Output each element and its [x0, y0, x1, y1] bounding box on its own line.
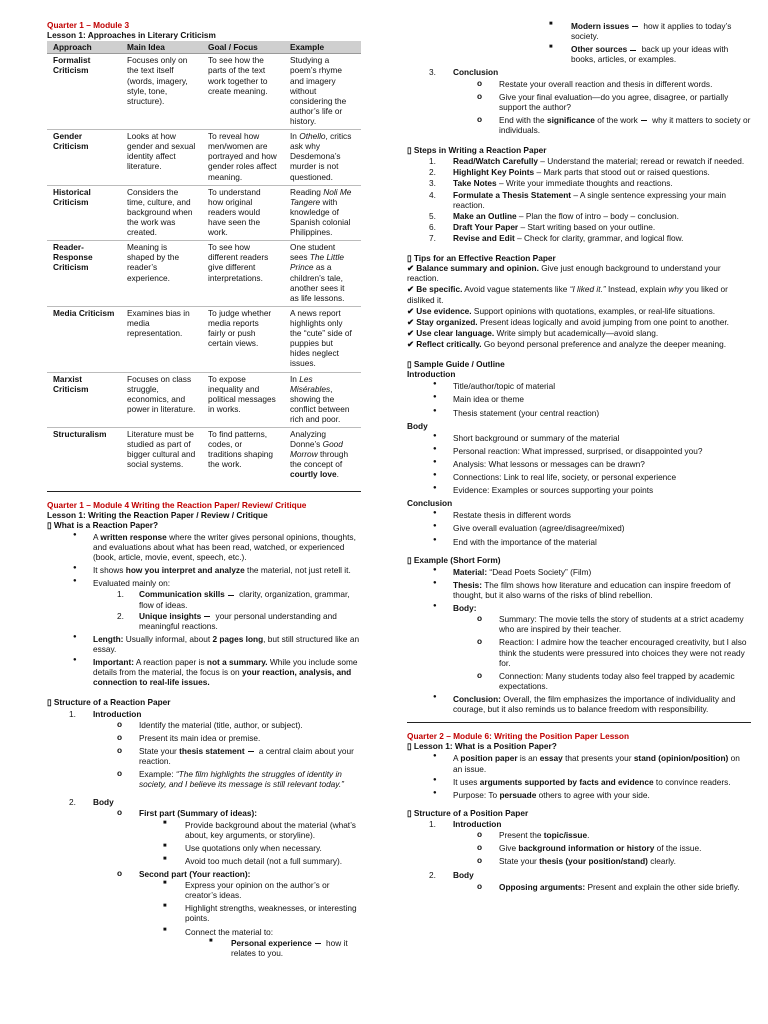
table-row [47, 54, 361, 130]
list-item: o Restate your overall reaction and thesis in different words. [407, 79, 751, 89]
list-item: ● Main idea or theme [407, 394, 751, 404]
module3-header: Quarter 1 – Module 3 [47, 20, 130, 30]
list-item: o Example: “The film highlights the struggles of identity in society, and I believe its message is still relevant today.” [47, 769, 361, 789]
list-item: ● Length: Usually informal, about 2 pages long, but still structured like an essay. [47, 634, 361, 654]
cell-approach: Reader-Response Criticism [47, 241, 121, 307]
list-item: 3. Conclusion o Restate your overall reaction and thesis in different words. o Give your final evaluation—do you agree, disagree, or partially support the author? o End with the significance of the work why it matters to society or individuals. [407, 67, 751, 135]
cell-main-idea: Focuses on class struggle, economics, and power in literature. [121, 372, 202, 428]
reaction-definition-list [47, 532, 361, 688]
table-row [47, 372, 361, 428]
list-item: ● Connections: Link to real life, society, or personal experience [407, 472, 751, 482]
list-item: ● Conclusion: Overall, the film emphasizes the importance of individuality and courage, but it also reminds us to balance freedom with responsibility. [407, 694, 751, 714]
col-main-idea: Main Idea [121, 41, 202, 54]
list-item: o State your thesis (your position/stand) clearly. [407, 856, 751, 866]
connect-list-continued [387, 21, 751, 64]
list-item: ● Material: “Dead Poets Society” (Film) [407, 567, 751, 577]
tip-item: ✔ Reflect critically. Go beyond personal preference and analyze the deeper meaning. [407, 338, 727, 349]
q2-module6-header: Quarter 2 – Module 6: Writing the Position Paper Lesson [407, 731, 630, 742]
tip-item: ✔ Be specific. Avoid vague statements like “I liked it.” Instead, explain why you liked or disliked it. [407, 284, 728, 305]
tip-item: ✔ Use clear language. Write simply but academically—avoid slang. [407, 327, 659, 338]
structure-list [47, 709, 361, 958]
criticism-table [47, 41, 361, 482]
guide-intro-list [407, 381, 751, 417]
list-item: 6. Draft Your Paper – Start writing based on your outline. [429, 221, 656, 232]
conclusion-list [407, 67, 751, 135]
list-item: ● Evaluated mainly on: 1. Communication skills clarity, organization, grammar, flow of ideas. 2. Unique insights your personal understanding and meaningful reactions. [47, 578, 361, 631]
list-item: ■ Express your opinion on the author’s or creator’s ideas. [47, 880, 361, 900]
list-item: ● Thesis: The film shows how literature and education can inspire freedom of thought, but it also warns of the risks of blind rebellion. [407, 580, 751, 600]
q2-lesson-title: ▯ Lesson 1: What is a Position Paper? [407, 741, 557, 752]
list-item: 1. Read/Watch Carefully – Understand the material; reread or rewatch if needed. [429, 156, 745, 167]
list-item: o Present the topic/issue. [407, 830, 751, 840]
list-item: ● Thesis statement (your central reaction) [407, 408, 751, 418]
cell-main-idea: Looks at how gender and sexual identity affect literature. [121, 130, 202, 186]
list-item: ■ Avoid too much detail (not a full summary). [47, 856, 361, 866]
guide-heading: ▯ Sample Guide / Outline [407, 359, 505, 370]
table-row [47, 306, 361, 372]
structure-heading: ▯ Structure of a Reaction Paper [47, 697, 171, 708]
list-item: 2. Body o Opposing arguments: Present and explain the other side briefly. [407, 870, 751, 891]
guide-body-list [407, 433, 751, 496]
guide-conclusion-label: Conclusion [407, 498, 453, 509]
cell-approach: Formalist Criticism [47, 54, 121, 130]
list-item: 1. Communication skills clarity, organization, grammar, flow of ideas. [117, 589, 350, 610]
cell-main-idea: Focuses only on the text itself (words, imagery, style, tone, structure). [121, 54, 202, 130]
list-item: ● Body: o Summary: The movie tells the story of students at a strict academy who are inspired by their teacher. o Reaction: I admire how the teacher encouraged creativity, but I also think the students were pressured into choices they were not ready for. o Connection: Many students today also feel trapped by academic expectations. [407, 603, 751, 691]
list-item: ■ Modern issues how it applies to today’s society. [387, 21, 751, 41]
list-item: ● It shows how you interpret and analyze the material, not just retell it. [47, 565, 361, 575]
list-item: ■ Highlight strengths, weaknesses, or interesting points. [47, 903, 361, 923]
list-item: ● Short background or summary of the material [407, 433, 751, 443]
cell-goal: To see how different readers give different interpretations. [202, 241, 284, 307]
list-item: o Give background information or history of the issue. [407, 843, 751, 853]
cell-goal: To judge whether media reports fairly or push certain views. [202, 306, 284, 372]
list-item: 7. Revise and Edit – Check for clarity, grammar, and logical flow. [429, 232, 684, 243]
cell-example: In Les Misérables, showing the conflict between rich and poor. [284, 372, 361, 428]
example-list [407, 567, 751, 714]
list-item: 3. Take Notes – Write your immediate thoughts and reactions. [429, 178, 673, 189]
cell-example: Analyzing Donne’s Good Morrow through the concept of courtly love. [284, 428, 361, 483]
list-item: o Connection: Many students today also feel trapped by academic expectations. [407, 671, 751, 691]
cell-approach: Marxist Criticism [47, 372, 121, 428]
list-item: ● Title/author/topic of material [407, 381, 751, 391]
list-item: o Reaction: I admire how the teacher encouraged creativity, but I also think the students were pressured into choices they were not ready for. [407, 637, 751, 667]
cell-example: In Othello, critics ask why Desdemona’s murder is not questioned. [284, 130, 361, 186]
list-item: ■ Use quotations only when necessary. [47, 843, 361, 853]
list-item: o Give your final evaluation—do you agree, disagree, or partially support the author? [407, 92, 751, 112]
table-row [47, 130, 361, 186]
cell-example: One student sees The Little Prince as a children’s tale, another sees it as life lessons. [284, 241, 361, 307]
list-item: ● It uses arguments supported by facts and evidence to convince readers. [407, 777, 751, 787]
guide-intro-label: Introduction [407, 369, 456, 380]
what-is-reaction-heading: ▯ What is a Reaction Paper? [47, 519, 159, 530]
cell-goal: To understand how original readers would have seen the work. [202, 185, 284, 241]
list-item: ● Purpose: To persuade others to agree with your side. [407, 790, 751, 800]
list-item: ● Analysis: What lessons or messages can be drawn? [407, 459, 751, 469]
list-item: o First part (Summary of ideas): ■ Provide background about the material (what’s about, key arguments, or storyline). ■ Use quotations only when necessary. ■ Avoid too much detail (not a full summary). [47, 808, 361, 866]
guide-conclusion-list [407, 510, 751, 546]
position-structure-list [407, 819, 751, 892]
col-goal: Goal / Focus [202, 41, 284, 54]
list-item: ● A position paper is an essay that presents your stand (opinion/position) on an issue. [407, 753, 751, 773]
list-item: ■ Connect the material to: ■ Personal experience how it relates to you. [47, 927, 361, 958]
module3-lesson-title: Lesson 1: Approaches in Literary Criticism [47, 30, 216, 41]
table-header-row [47, 41, 361, 54]
list-item: o Opposing arguments: Present and explain the other side briefly. [407, 882, 751, 892]
list-item: o Identify the material (title, author, or subject). [47, 720, 361, 730]
section-divider [407, 722, 751, 723]
list-item: ● A written response where the writer gives personal opinions, thoughts, and evaluations about what has been read, watched, or experienced (book, article, movie, event, speech, etc.). [47, 532, 361, 562]
list-item: ■ Other sources back up your ideas with books, articles, or examples. [387, 44, 751, 64]
list-item: o End with the significance of the work why it matters to society or individuals. [407, 115, 751, 135]
col-approach: Approach [47, 41, 121, 54]
list-item: ■ Personal experience how it relates to you. [47, 938, 361, 958]
position-structure-heading: ▯ Structure of a Position Paper [407, 807, 529, 818]
left-column [47, 20, 361, 961]
list-item: 2. Highlight Key Points – Mark parts that stood out or raised questions. [429, 167, 710, 178]
cell-example: Studying a poem’s rhyme and imagery without considering the author’s life or history. [284, 54, 361, 130]
tip-item: ✔ Balance summary and opinion. Give just enough background to understand your reaction. [407, 263, 721, 284]
table-row [47, 241, 361, 307]
table-row [47, 185, 361, 241]
module4-header: Quarter 1 – Module 4 Writing the Reaction Paper/ Review/ Critique [47, 499, 307, 510]
list-item: ■ Provide background about the material (what’s about, key arguments, or storyline). [47, 820, 361, 840]
cell-example: A news report highlights only the “cute” side of puppies but hides neglect issues. [284, 306, 361, 372]
guide-body-label: Body [407, 420, 428, 431]
section-divider [47, 491, 361, 492]
position-definition-list [407, 753, 751, 799]
list-item: 1. Introduction o Present the topic/issue. o Give background information or history of the issue. o State your thesis (your position/stand) clearly. [407, 819, 751, 866]
list-item: ● Important: A reaction paper is not a summary. While you include some details from the material, the focus is on your reaction, analysis, and connection to real-life issues. [47, 657, 361, 687]
list-item: ● Personal reaction: What impressed, surprised, or disappointed you? [407, 446, 751, 456]
right-column [407, 20, 751, 895]
cell-goal: To find patterns, codes, or traditions shaping the work. [202, 428, 284, 483]
list-item: o Present its main idea or premise. [47, 733, 361, 743]
cell-example: Reading Noli Me Tangere with knowledge of Spanish colonial Philippines. [284, 185, 361, 241]
tips-heading: ▯ Tips for an Effective Reaction Paper [407, 253, 556, 264]
list-item: 2. Unique insights your personal understanding and meaningful reactions. [117, 610, 337, 631]
list-item: ● Restate thesis in different words [407, 510, 751, 520]
example-heading: ▯ Example (Short Form) [407, 554, 501, 565]
list-item: o State your thesis statement a central claim about your reaction. [47, 746, 361, 766]
cell-approach: Gender Criticism [47, 130, 121, 186]
list-item: o Summary: The movie tells the story of students at a strict academy who are inspired by their teacher. [407, 614, 751, 634]
table-row [47, 428, 361, 483]
cell-goal: To reveal how men/women are portrayed and how gender roles affect meaning. [202, 130, 284, 186]
tips-list [407, 263, 751, 349]
tip-item: ✔ Use evidence. Support opinions with quotations, examples, or real-life situations. [407, 305, 716, 316]
steps-heading: ▯ Steps in Writing a Reaction Paper [407, 145, 547, 156]
cell-approach: Historical Criticism [47, 185, 121, 241]
cell-approach: Media Criticism [47, 306, 121, 372]
cell-main-idea: Meaning is shaped by the reader’s experience. [121, 241, 202, 307]
list-item: 5. Make an Outline – Plan the flow of intro – body – conclusion. [429, 210, 679, 221]
cell-main-idea: Considers the time, culture, and background when the work was created. [121, 185, 202, 241]
cell-goal: To see how the parts of the text work together to create meaning. [202, 54, 284, 130]
cell-main-idea: Examines bias in media representation. [121, 306, 202, 372]
list-item: 2. Body o First part (Summary of ideas): ■ Provide background about the material (what’s about, key arguments, or storyline). ■ Use quotations only when necessary. ■ Avoid too much detail (not a full summary). o Second part (Your reaction): ■ Express your opinion on the author’s or creator’s ideas. ■ Highlight strengths, weaknesses, or interesting points. ■ Connect the material to: ■ Personal experience how it relates to you. [47, 797, 361, 958]
cell-main-idea: Literature must be studied as part of bigger cultural and social systems. [121, 428, 202, 483]
list-item: ● Give overall evaluation (agree/disagree/mixed) [407, 523, 751, 533]
list-item: 4. Formulate a Thesis Statement – A single sentence expressing your main reaction. [429, 189, 727, 210]
list-item: ● End with the importance of the material [407, 537, 751, 547]
module4-lesson-title: Lesson 1: Writing the Reaction Paper / Review / Critique [47, 509, 268, 520]
list-item: ● Evidence: Examples or sources supporting your points [407, 485, 751, 495]
tip-item: ✔ Stay organized. Present ideas logically and avoid jumping from one point to another. [407, 316, 729, 327]
list-item: o Second part (Your reaction): ■ Express your opinion on the author’s or creator’s ideas. ■ Highlight strengths, weaknesses, or interesting points. ■ Connect the material to: ■ Personal experience how it relates to you. [47, 869, 361, 958]
cell-approach: Structuralism [47, 428, 121, 483]
steps-list [407, 156, 751, 243]
col-example: Example [284, 41, 361, 54]
cell-goal: To expose inequality and political messages in works. [202, 372, 284, 428]
list-item: 1. Introduction o Identify the material (title, author, or subject). o Present its main idea or premise. o State your thesis statement a central claim about your reaction. o Example: “The film highlights the struggles of identity in society, and I believe its message is still relevant today.” [47, 709, 361, 790]
